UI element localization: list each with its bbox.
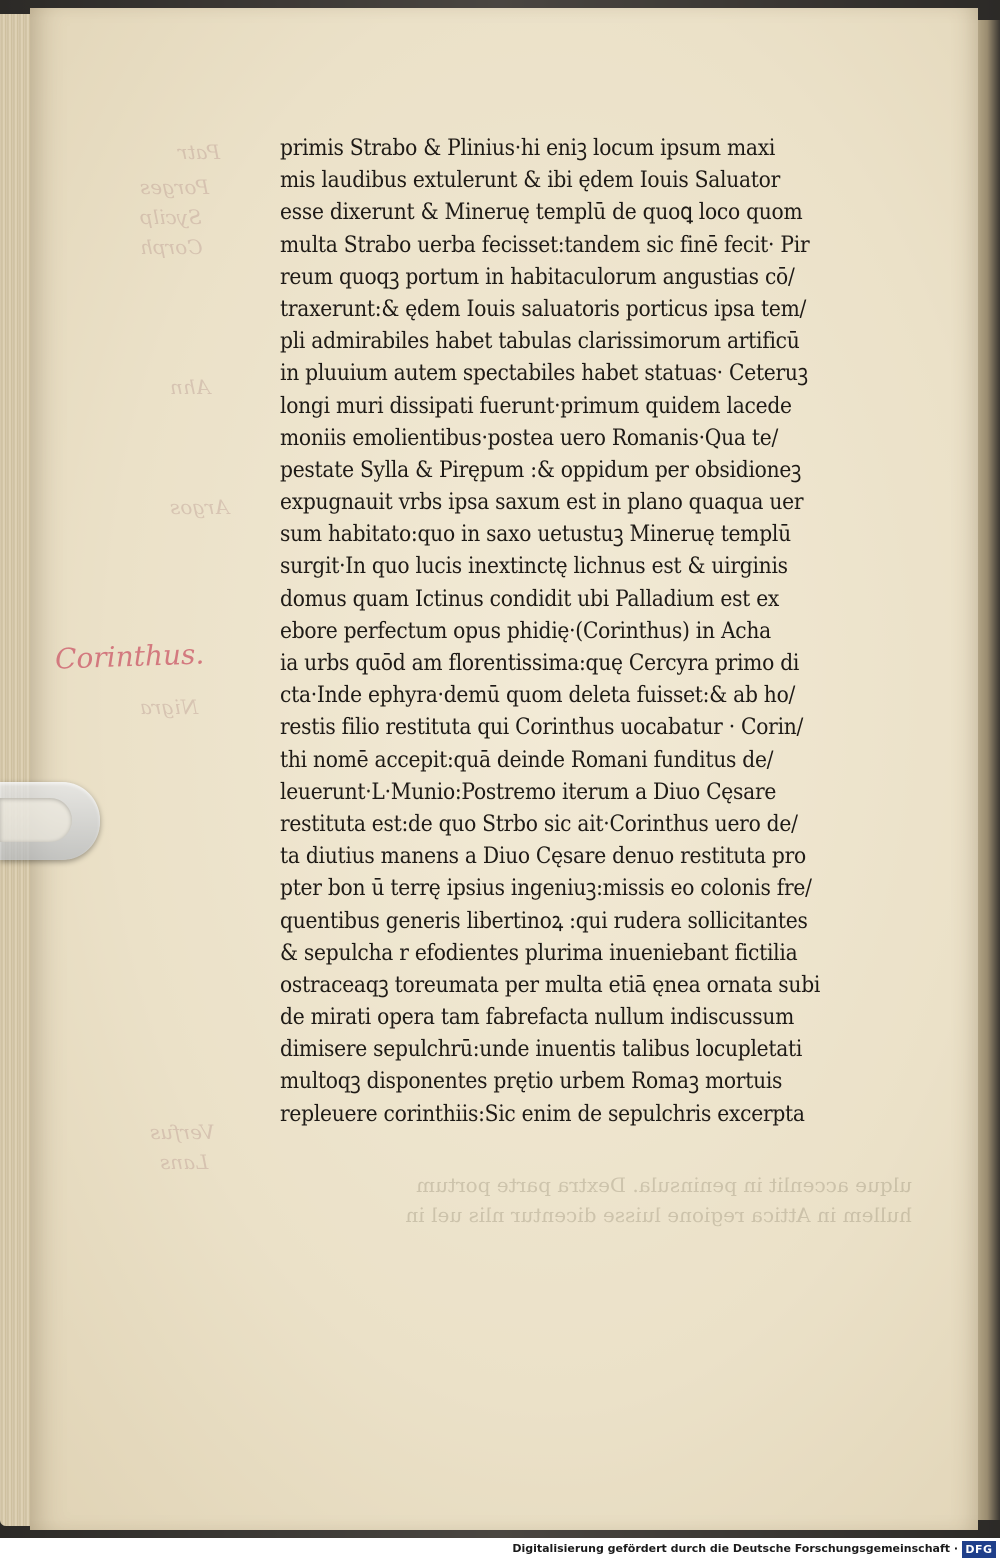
text-block (280, 132, 910, 1130)
text-line: traxerunt:& ędem Iouis saluatoris porticus ipsa tem/ (280, 295, 807, 322)
text-line: thi nomē accepit:quā deinde Romani funditus de/ (280, 746, 774, 773)
text-line: ebore perfectum opus phidię·(Corinthus) in Acha (280, 617, 771, 644)
text-line: esse dixerunt & Mineruę templū de quoꝗ loco quom (280, 199, 803, 226)
page-clip (0, 782, 100, 860)
text-line: longi muri dissipati fuerunt·primum quidem lacede (280, 392, 792, 419)
text-line: surgit·In quo lucis inextinctę lichnus est & uirginis (280, 553, 788, 580)
margin-ghost-mark: Porges (140, 175, 210, 199)
text-line: de mirati opera tam fabrefacta nullum indiscussum (280, 1004, 795, 1031)
bleed-through-text: ulque accenlit in peninsula. Dextra parte portum hullem in Attica regione luisse dicentur nlis uel in (405, 1173, 912, 1227)
margin-ghost-mark: Patr (178, 140, 221, 164)
text-line: restis filio restituta qui Corinthus uocabatur · Corin/ (280, 714, 804, 741)
margin-ghost-mark: Sycilp (140, 205, 202, 229)
text-line: & sepulcha r efodientes plurima inueniebant fictilia (280, 939, 798, 966)
margin-ghost-mark: Nigra (140, 695, 199, 719)
text-line: expugnauit vrbs ipsa saxum est in plano quaqua uer (280, 489, 804, 516)
text-line: quentibus generis libertinoꝝ :qui rudera sollicitantes (280, 907, 808, 934)
margin-ghost-mark: Corph (140, 235, 203, 259)
text-line: repleuere corinthiis:Sic enim de sepulchris excerpta (280, 1100, 805, 1127)
text-line: ia urbs quōd am florentissima:quę Cercyra primo di (280, 650, 800, 676)
footer-bar (0, 1538, 1000, 1562)
text-line: dimisere sepulchrū:unde inuentis talibus locupletati (280, 1036, 803, 1063)
dfg-logo: DFG (962, 1541, 996, 1558)
text-line: multa Strabo uerba fecisset:tandem sic finē fecit· Pir (280, 231, 810, 258)
text-line: primis Strabo & Plinius·hi eniꝫ locum ipsum maxi (280, 135, 776, 161)
margin-ghost-mark: Lans (160, 1150, 209, 1174)
text-line: multoqꝫ disponentes prętio urbem Romaꝫ mortuis (280, 1068, 783, 1095)
page-clip-inner (0, 798, 72, 842)
margin-ghost-mark: Ahn (170, 375, 211, 399)
text-line: sum habitato:quo in saxo uetustuꝫ Mineruę templū (280, 521, 791, 548)
text-line: domus quam Ictinus condidit ubi Palladium est ex (280, 585, 780, 612)
text-line: cta·Inde ephyra·demū quom deleta fuisset:& ab ho/ (280, 682, 796, 709)
margin-annotation: Corinthus. (54, 637, 205, 676)
text-line: pestate Sylla & Pirępum :& oppidum per obsidioneꝫ (280, 456, 802, 483)
margin-ghost-mark: Verfus (150, 1120, 215, 1144)
margin-ghost-mark: Argos (170, 495, 230, 519)
text-line: leuerunt·L·Munio:Postremo iterum a Diuo Cęsare (280, 778, 777, 805)
text-line: pter bon ū terrę ipsius ingeniuꝫ:missis eo colonis fre/ (280, 875, 812, 902)
text-line: in pluuium autem spectabiles habet statuas· Ceteruꝫ (280, 360, 808, 387)
text-line: reum quoqꝫ portum in habitaculorum angustias cō/ (280, 263, 795, 290)
text-line: pli admirabiles habet tabulas clarissimorum artificū (280, 328, 800, 355)
text-line: mis laudibus extulerunt & ibi ędem Iouis Saluator (280, 167, 780, 194)
text-line: ta diutius manens a Diuo Cęsare denuo restituta pro (280, 843, 806, 870)
text-line: moniis emolientibus·postea uero Romanis·Qua te/ (280, 424, 779, 451)
text-line: restituta est:de quo Strbo sic ait·Corinthus uero de/ (280, 810, 798, 837)
text-line: ostraceaqꝫ toreumata per multa etiā ęnea ornata subi (280, 971, 821, 998)
footer-credit: Digitalisierung gefördert durch die Deutsche Forschungsgemeinschaft · (512, 1542, 958, 1555)
